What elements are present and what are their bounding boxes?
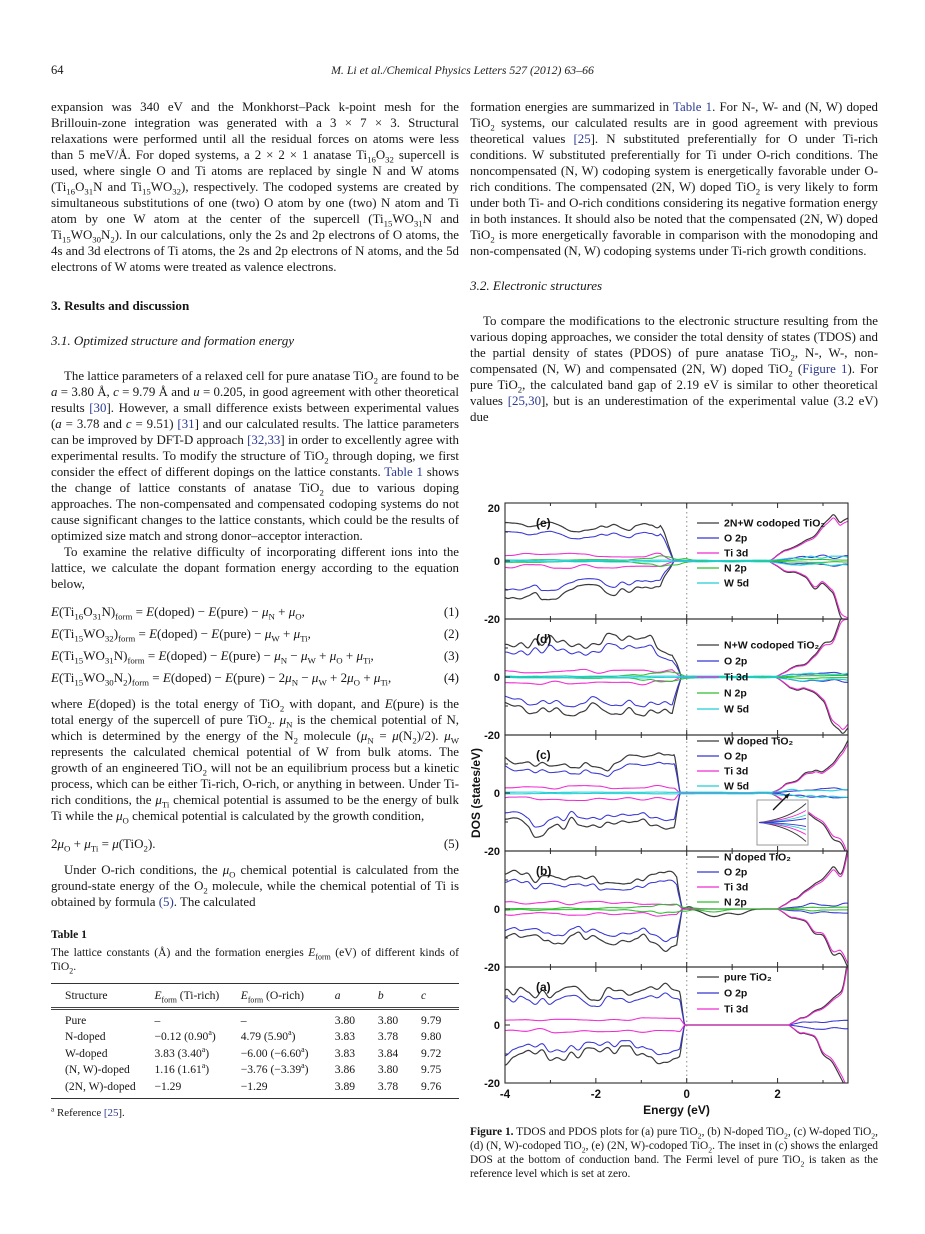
- dos-panel-(e): [505, 515, 849, 623]
- subsection-heading-structure: 3.1. Optimized structure and formation energy: [51, 333, 295, 348]
- paragraph-orich: Under O-rich conditions, the $\mu_O$ chemical potential is calculated from the ground-state energy of the $O_2$ molecule, while the chemical potential of Ti is obtained by formula (5). The calculated: [51, 863, 459, 909]
- dos-curve-o2p: [505, 1025, 849, 1056]
- table-cell: −6.00 (−6.60$^a$): [240, 1044, 309, 1060]
- figure-text: O 2p: [724, 655, 748, 668]
- table-cell: 9.76: [421, 1079, 442, 1093]
- right-column: [470, 99, 879, 1180]
- table-cell: 3.83: [334, 1046, 356, 1060]
- table-1-caption: The lattice constants (Å) and the formation energies $E_{form}$ (eV) of different kinds of TiO$_2$.: [51, 946, 459, 976]
- equation-5: [51, 833, 459, 855]
- figure-text: -4: [499, 1089, 511, 1101]
- table-1-footnote: $^a$ Reference [25].: [51, 1104, 125, 1120]
- table-cell: −1.29: [240, 1079, 268, 1093]
- table-cell: 1.16 (1.61$^a$): [154, 1061, 210, 1077]
- figure-text: Ti 3d: [724, 881, 749, 894]
- figure-text: 0: [493, 556, 500, 568]
- dos-panel-(b): [505, 846, 849, 969]
- citation-link[interactable]: [30: [89, 401, 107, 415]
- figure-text: 2N+W codoped TiO₂: [724, 517, 826, 530]
- figure-text: W 5d: [724, 703, 750, 716]
- table-1-title: Table 1: [51, 928, 87, 941]
- table-cell: 3.89: [334, 1079, 356, 1093]
- table-cell: –: [240, 1014, 247, 1027]
- left-column: [51, 99, 459, 1121]
- figure-text: Ti 3d: [724, 1003, 749, 1016]
- table-cell: 9.75: [421, 1063, 442, 1077]
- table-header-cell: $E_{form}$ (Ti-rich): [154, 983, 240, 1008]
- figure-text: N doped TiO₂: [724, 851, 791, 864]
- citation-link[interactable]: [25: [573, 132, 591, 146]
- page-number: 64: [51, 63, 64, 77]
- table-header-cell: c: [421, 983, 459, 1008]
- table-cell: 9.79: [421, 1014, 442, 1027]
- dos-panel-(d): [505, 615, 849, 734]
- figure-text: -20: [484, 730, 500, 742]
- figure-text: W doped TiO₂: [724, 735, 794, 748]
- table-row: [51, 1079, 459, 1099]
- figure-text: (b): [536, 864, 552, 878]
- figure-text: -2: [590, 1089, 601, 1101]
- citation-link[interactable]: (5): [158, 895, 174, 909]
- figure-text: 0: [683, 1089, 690, 1101]
- paragraph-dos-intro: To compare the modifications to the electronic structure resulting from the various doping approaches, we consider the total density of states (TDOS) and the partial density of states (PDOS) of pure anatase TiO$_2$, N-, W-, non-compensated (N, W) and compensated (2N, W) doped TiO$_2$ (Figure 1). For pure TiO$_2$, the calculated band gap of 2.19 eV is similar to other theoretical values [25,30], but is an underestimation of the experimental value (3.2 eV) due: [470, 314, 879, 424]
- table-cell: 3.80: [334, 1014, 356, 1027]
- table-cell: −3.76 (−3.39$^a$): [240, 1061, 309, 1077]
- figure-text: pure TiO₂: [724, 971, 772, 984]
- figure-text: N 2p: [724, 896, 747, 909]
- citation-link[interactable]: [32,33: [247, 433, 281, 447]
- figure-1-caption: Figure 1. TDOS and PDOS plots for (a) pure TiO$_2$, (b) N-doped TiO$_2$, (c) W-doped TiO$_2$, (d) (N, W)-codoped TiO$_2$, (e) (2N, W)-codoped TiO$_2$. The inset in (c) shows the enlarged DOS at the bottom of conduction band. The Fermi level of pure TiO$_2$ is taken as the reference level which is set at zero.: [470, 1126, 879, 1180]
- table-cell: 3.84: [377, 1046, 399, 1060]
- table-cell: 3.83: [334, 1030, 356, 1044]
- dos-curve-tdos: [505, 1025, 849, 1096]
- table-cell: −1.29: [154, 1079, 182, 1093]
- figure-text: W 5d: [724, 577, 750, 590]
- table-cell: Pure: [65, 1014, 87, 1027]
- table-1-block: [51, 927, 459, 1121]
- figure-text: 0: [493, 788, 500, 800]
- figure-text: (a): [536, 980, 551, 994]
- figure-text: (e): [536, 516, 551, 530]
- citation-link[interactable]: [25: [103, 1107, 119, 1120]
- citation-link[interactable]: Table 1: [673, 100, 713, 114]
- table-cell: 3.80: [377, 1014, 399, 1027]
- dos-curve-ti3d: [505, 677, 849, 729]
- table-cell: 4.79 (5.90$^a$): [240, 1028, 296, 1044]
- figure-text: O 2p: [724, 866, 748, 879]
- paragraph-formation-intro: To examine the relative difficulty of incorporating different ions into the lattice, we calculate the dopant formation energy according to the equation below,: [51, 545, 459, 591]
- figure-text: (d): [536, 632, 552, 646]
- table-header-cell: a: [335, 983, 378, 1008]
- figure-text: 0: [493, 672, 500, 684]
- figure-text: O 2p: [724, 987, 748, 1000]
- y-axis-label: DOS (states/eV): [470, 747, 483, 839]
- table-cell: −0.12 (0.90$^a$): [154, 1028, 216, 1044]
- figure-1: [470, 493, 878, 1118]
- table-cell: 9.80: [421, 1030, 442, 1044]
- equations-1-4: [51, 601, 459, 689]
- paragraph-formation-results: formation energies are summarized in Table 1. For N-, W- and (N, W) doped TiO$_2$ systems, our calculated results are in good agreement with previous theoretical values [25]. N substituted preferentially for O under Ti-rich conditions. W substituted preferentially for Ti under O-rich conditions. The noncompensated (N, W) codoping system is energetically favorable under O-rich conditions. The compensated (2N, W) doped TiO$_2$ is very likely to form under both Ti- and O-rich conditions considering its negative formation energy in both instances. It should also be noted that the compensated (2N, W) doped TiO$_2$ is more energetically favorable in comparison with the monodoping and non-compensated (N, W) codoping systems under Ti-rich growth conditions.: [470, 100, 878, 258]
- figure-text: 0: [493, 904, 500, 916]
- dos-curve-tdos: [505, 740, 849, 793]
- citation-link[interactable]: [25,30: [507, 394, 542, 408]
- figure-text: -20: [484, 962, 500, 974]
- table-header-cell: $E_{form}$ (O-rich): [241, 983, 335, 1008]
- table-cell: 9.72: [421, 1046, 442, 1060]
- figure-text: N+W codoped TiO₂: [724, 639, 820, 652]
- figure-text: -20: [484, 614, 500, 626]
- table-cell: W-doped: [65, 1046, 108, 1060]
- equation: $E(Ti_{15}WO_{30}N_2)_{form}$ = E(doped) − E(pure) − $2\mu_N - \mu_W + 2\mu_O + \mu_{Ti}$, (4): [51, 670, 459, 688]
- dos-curve-ti3d: [505, 961, 849, 1025]
- figure-text: 2: [774, 1089, 781, 1101]
- table-cell: (2N, W)-doped: [65, 1079, 136, 1093]
- citation-link[interactable]: Table 1: [384, 465, 423, 479]
- lattice-constants-table: [51, 983, 459, 1099]
- paragraph-lattice: The lattice parameters of a relaxed cell for pure anatase TiO$_2$ are found to be a = 3.80 Å, c = 9.79 Å and u = 0.205, in good agreement with other theoretical results [30]. However, a small difference exists between experimental values (a = 3.78 and c = 9.51) [31] and our calculated results. The lattice parameters can be improved by DFT-D approach [32,33] in order to excellently agree with experimental results. To modify the structure of TiO$_2$ through doping, we first consider the effect of different dopings on the lattice constants. Table 1 shows the change of lattice constants of anatase TiO$_2$ due to various doping approaches. The non-compensated and compensated codoping systems do not cause significant changes to the lattice constants, which could be the results of optimized size match and strong donor–acceptor interaction.: [51, 369, 459, 543]
- figure-text: Ti 3d: [724, 765, 749, 778]
- table-cell: 3.83 (3.40$^a$): [154, 1044, 210, 1060]
- dos-curve-tdos: [505, 956, 849, 1025]
- figure-text: N 2p: [724, 687, 747, 700]
- figure-text: Energy (eV): [643, 1103, 710, 1117]
- table-header-cell: Structure: [51, 983, 154, 1008]
- table-row: [51, 1009, 459, 1030]
- citation-link[interactable]: [31: [177, 417, 195, 431]
- equation: $E(Ti_{15}WO_{31}N)_{form}$ = E(doped) − E(pure) − $\mu_N - \mu_W + \mu_O + \mu_{Ti}$, (3): [51, 648, 459, 666]
- table-row: [51, 1046, 459, 1062]
- paragraph-methods: expansion was 340 eV and the Monkhorst–Pack k-point mesh for the Brillouin-zone integration was generated with a 3 × 7 × 3. Structural relaxations were performed until all the residual forces on atoms were less than 5 meV/Å. For doped systems, a 2 × 2 × 1 anatase $Ti_{16}O_{32}$ supercell is used, where single O and Ti atoms are replaced by single N and W atoms ($Ti_{16}O_{31}N$ and $Ti_{15}WO_{32}$), respectively. The codoped systems are created by simultaneous substitutions of one (two) O atom by one (two) N atom and Ti atom by one W atom at the center of the supercell ($Ti_{15}WO_{31}N$ and $Ti_{15}WO_{30}N_2$). In our calculations, only the 2s and 2p electrons of O atoms, the 4s and 3d electrons of Ti atoms, the 2s and 2p electrons of N atoms, and the 5d electrons of W atoms were treated as valence electrons.: [51, 100, 460, 274]
- equation: $E(Ti_{15}WO_{32})_{form}$ = E(doped) − E(pure) − $\mu_W + \mu_{Ti}$, (2): [51, 626, 459, 644]
- section-heading-results: 3. Results and discussion: [51, 298, 190, 313]
- table-cell: 3.78: [377, 1030, 399, 1044]
- running-head: M. Li et al./Chemical Physics Letters 527 (2012) 63–66: [331, 63, 594, 77]
- figure-text: -20: [484, 846, 500, 858]
- figure-text: O 2p: [724, 750, 748, 763]
- dos-curve-tdos: [505, 561, 849, 623]
- figure-text: Ti 3d: [724, 547, 749, 560]
- citation-link[interactable]: Figure 1: [802, 362, 848, 376]
- figure-text: N 2p: [724, 562, 747, 575]
- figure-text: (c): [536, 748, 551, 762]
- equation: $E(Ti_{16}O_{31}N)_{form}$ = E(doped) − E(pure) − $\mu_N + \mu_O$, (1): [51, 604, 459, 622]
- figure-text: W 5d: [724, 780, 750, 793]
- table-header-cell: b: [378, 983, 421, 1008]
- dos-curve-tdos: [505, 846, 849, 909]
- table-row: [51, 1062, 459, 1078]
- table-cell: 3.86: [334, 1063, 356, 1077]
- table-cell: 3.80: [377, 1063, 399, 1077]
- dos-curve-tdos: [505, 677, 849, 733]
- table-row: [51, 1029, 459, 1045]
- subsection-heading-electronic: 3.2. Electronic structures: [470, 278, 603, 293]
- figure-text: 20: [487, 503, 500, 515]
- dos-panel-(a): [505, 956, 849, 1096]
- figure-text: 0: [493, 1020, 500, 1032]
- table-cell: (N, W)-doped: [65, 1063, 130, 1077]
- table-cell: 3.78: [377, 1079, 399, 1093]
- table-cell: N-doped: [65, 1030, 106, 1044]
- figure-text: Ti 3d: [724, 671, 749, 684]
- figure-text: -20: [484, 1078, 500, 1090]
- paragraph-chemical-potential: where E(doped) is the total energy of TiO$_2$ with dopant, and E(pure) is the total energy of the supercell of pure TiO$_2$. $\mu_N$ is the chemical potential of N, which is determined by the energy of the $N_2$ molecule $(\mu_N = \mu(N_2)/2)$. $\mu_W$ represents the calculated chemical potential of W from bulk atoms. The growth of an engineered TiO$_2$ will not be an equilibrium process but a kinetic process, which can be either Ti-rich, O-rich, or anything in between. Under Ti-rich conditions, the $\mu_{Ti}$ chemical potential is assumed to be the energy of bulk Ti while the $\mu_O$ chemical potential is calculated by the growth condition,: [51, 697, 460, 826]
- figure-text: O 2p: [724, 532, 748, 545]
- table-cell: –: [154, 1014, 161, 1027]
- equation: $2\mu_O + \mu_{Ti} = \mu(TiO_2)$. (5): [51, 836, 459, 854]
- dos-figure-svg: [470, 493, 878, 1118]
